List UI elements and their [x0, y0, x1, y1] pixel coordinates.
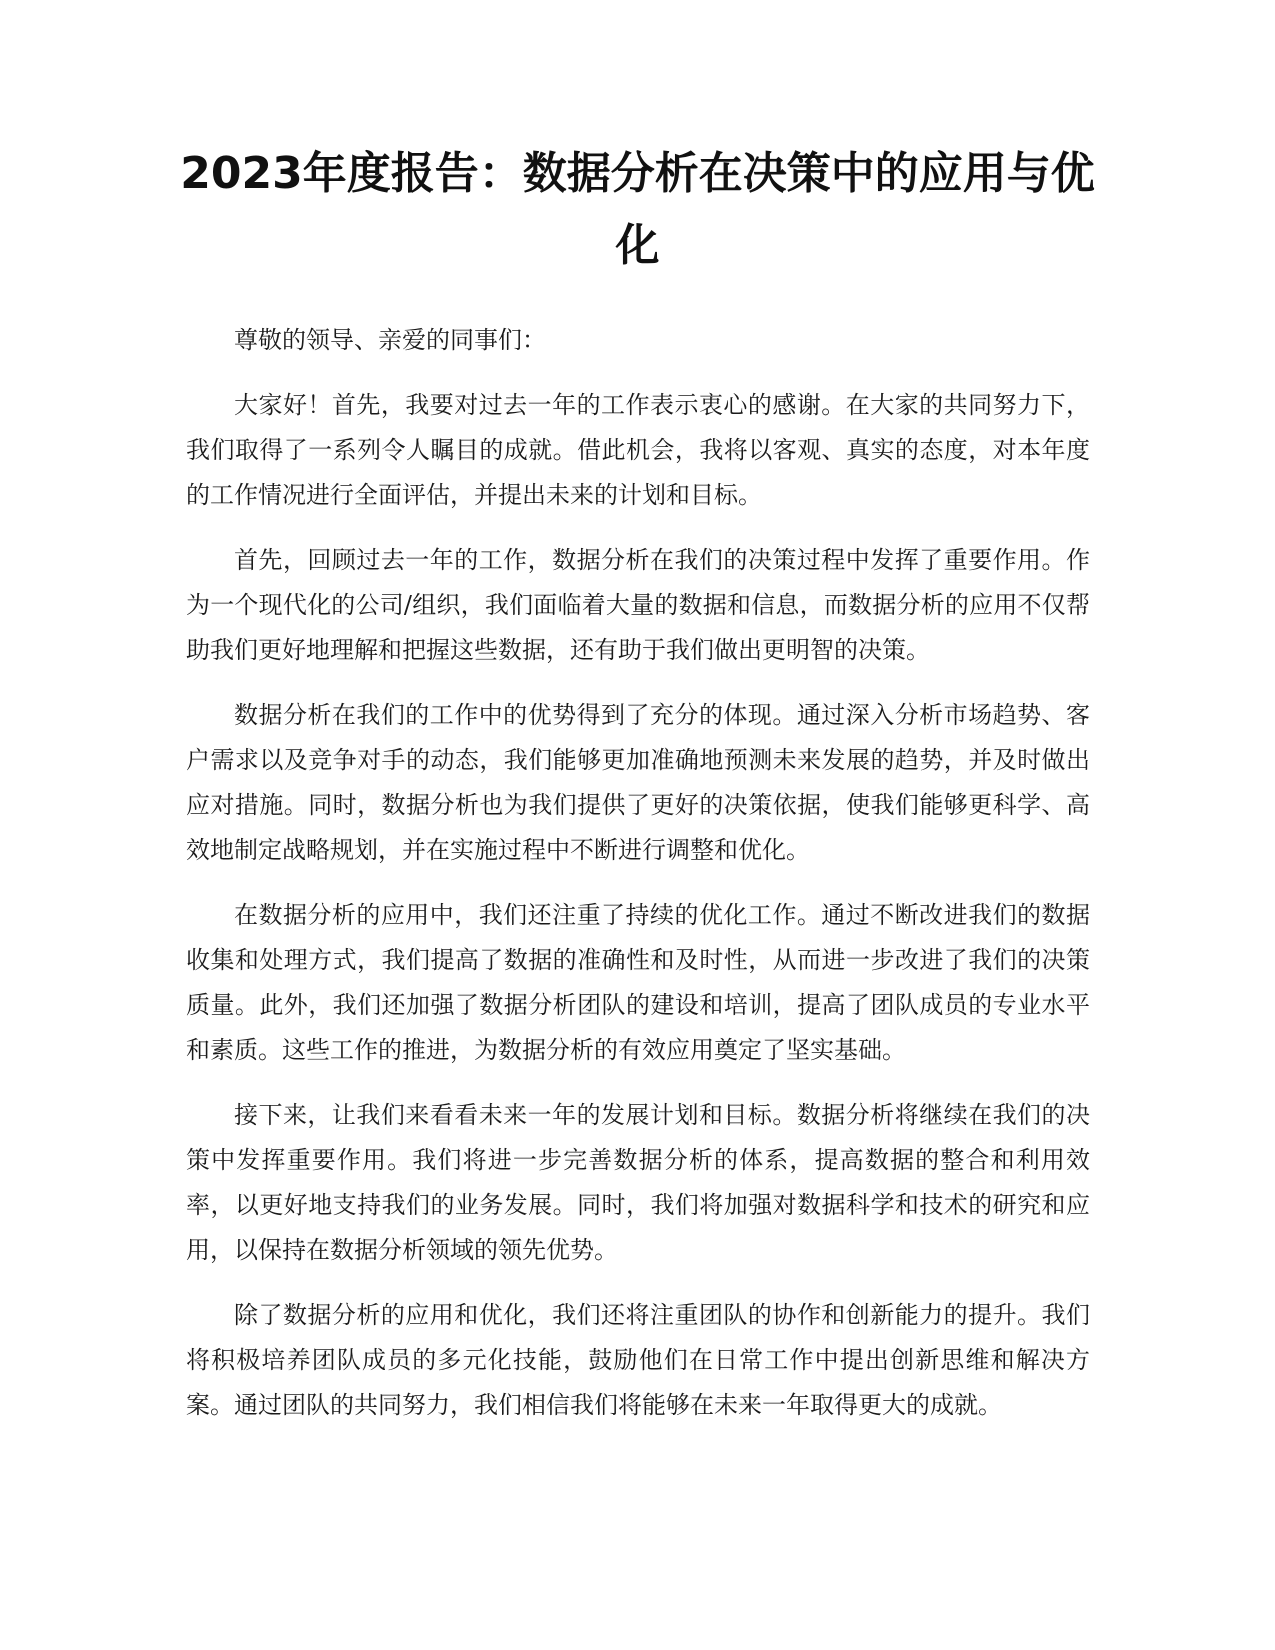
document-title: 2023年度报告：数据分析在决策中的应用与优化: [180, 148, 1095, 271]
salutation-paragraph: 尊敬的领导、亲爱的同事们：: [234, 326, 546, 354]
body-paragraph: 在数据分析的应用中，我们还注重了持续的优化工作。通过不断改进我们的数据收集和处理方式，我们提高了数据的准确性和及时性，从而进一步改进了我们的决策质量。此外，我们还加强了数据分析团队的建设和培训，提高了团队成员的专业水平和素质。这些工作的推进，为数据分析的有效应用奠定了坚实基础。: [186, 901, 1090, 1064]
body-paragraph: 首先，回顾过去一年的工作，数据分析在我们的决策过程中发挥了重要作用。作为一个现代化的公司/组织，我们面临着大量的数据和信息，而数据分析的应用不仅帮助我们更好地理解和把握这些数据，还有助于我们做出更明智的决策。: [186, 546, 1090, 664]
body-paragraph: 大家好！首先，我要对过去一年的工作表示衷心的感谢。在大家的共同努力下，我们取得了一系列令人瞩目的成就。借此机会，我将以客观、真实的态度，对本年度的工作情况进行全面评估，并提出未来的计划和目标。: [186, 391, 1090, 509]
body-paragraph: 数据分析在我们的工作中的优势得到了充分的体现。通过深入分析市场趋势、客户需求以及竞争对手的动态，我们能够更加准确地预测未来发展的趋势，并及时做出应对措施。同时，数据分析也为我们提供了更好的决策依据，使我们能够更科学、高效地制定战略规划，并在实施过程中不断进行调整和优化。: [186, 701, 1090, 864]
body-paragraph: 接下来，让我们来看看未来一年的发展计划和目标。数据分析将继续在我们的决策中发挥重要作用。我们将进一步完善数据分析的体系，提高数据的整合和利用效率，以更好地支持我们的业务发展。同时，我们将加强对数据科学和技术的研究和应用，以保持在数据分析领域的领先优势。: [186, 1101, 1090, 1264]
body-paragraph: 除了数据分析的应用和优化，我们还将注重团队的协作和创新能力的提升。我们将积极培养团队成员的多元化技能，鼓励他们在日常工作中提出创新思维和解决方案。通过团队的共同努力，我们相信我们将能够在未来一年取得更大的成就。: [186, 1301, 1090, 1419]
document-body: [186, 318, 1090, 1448]
